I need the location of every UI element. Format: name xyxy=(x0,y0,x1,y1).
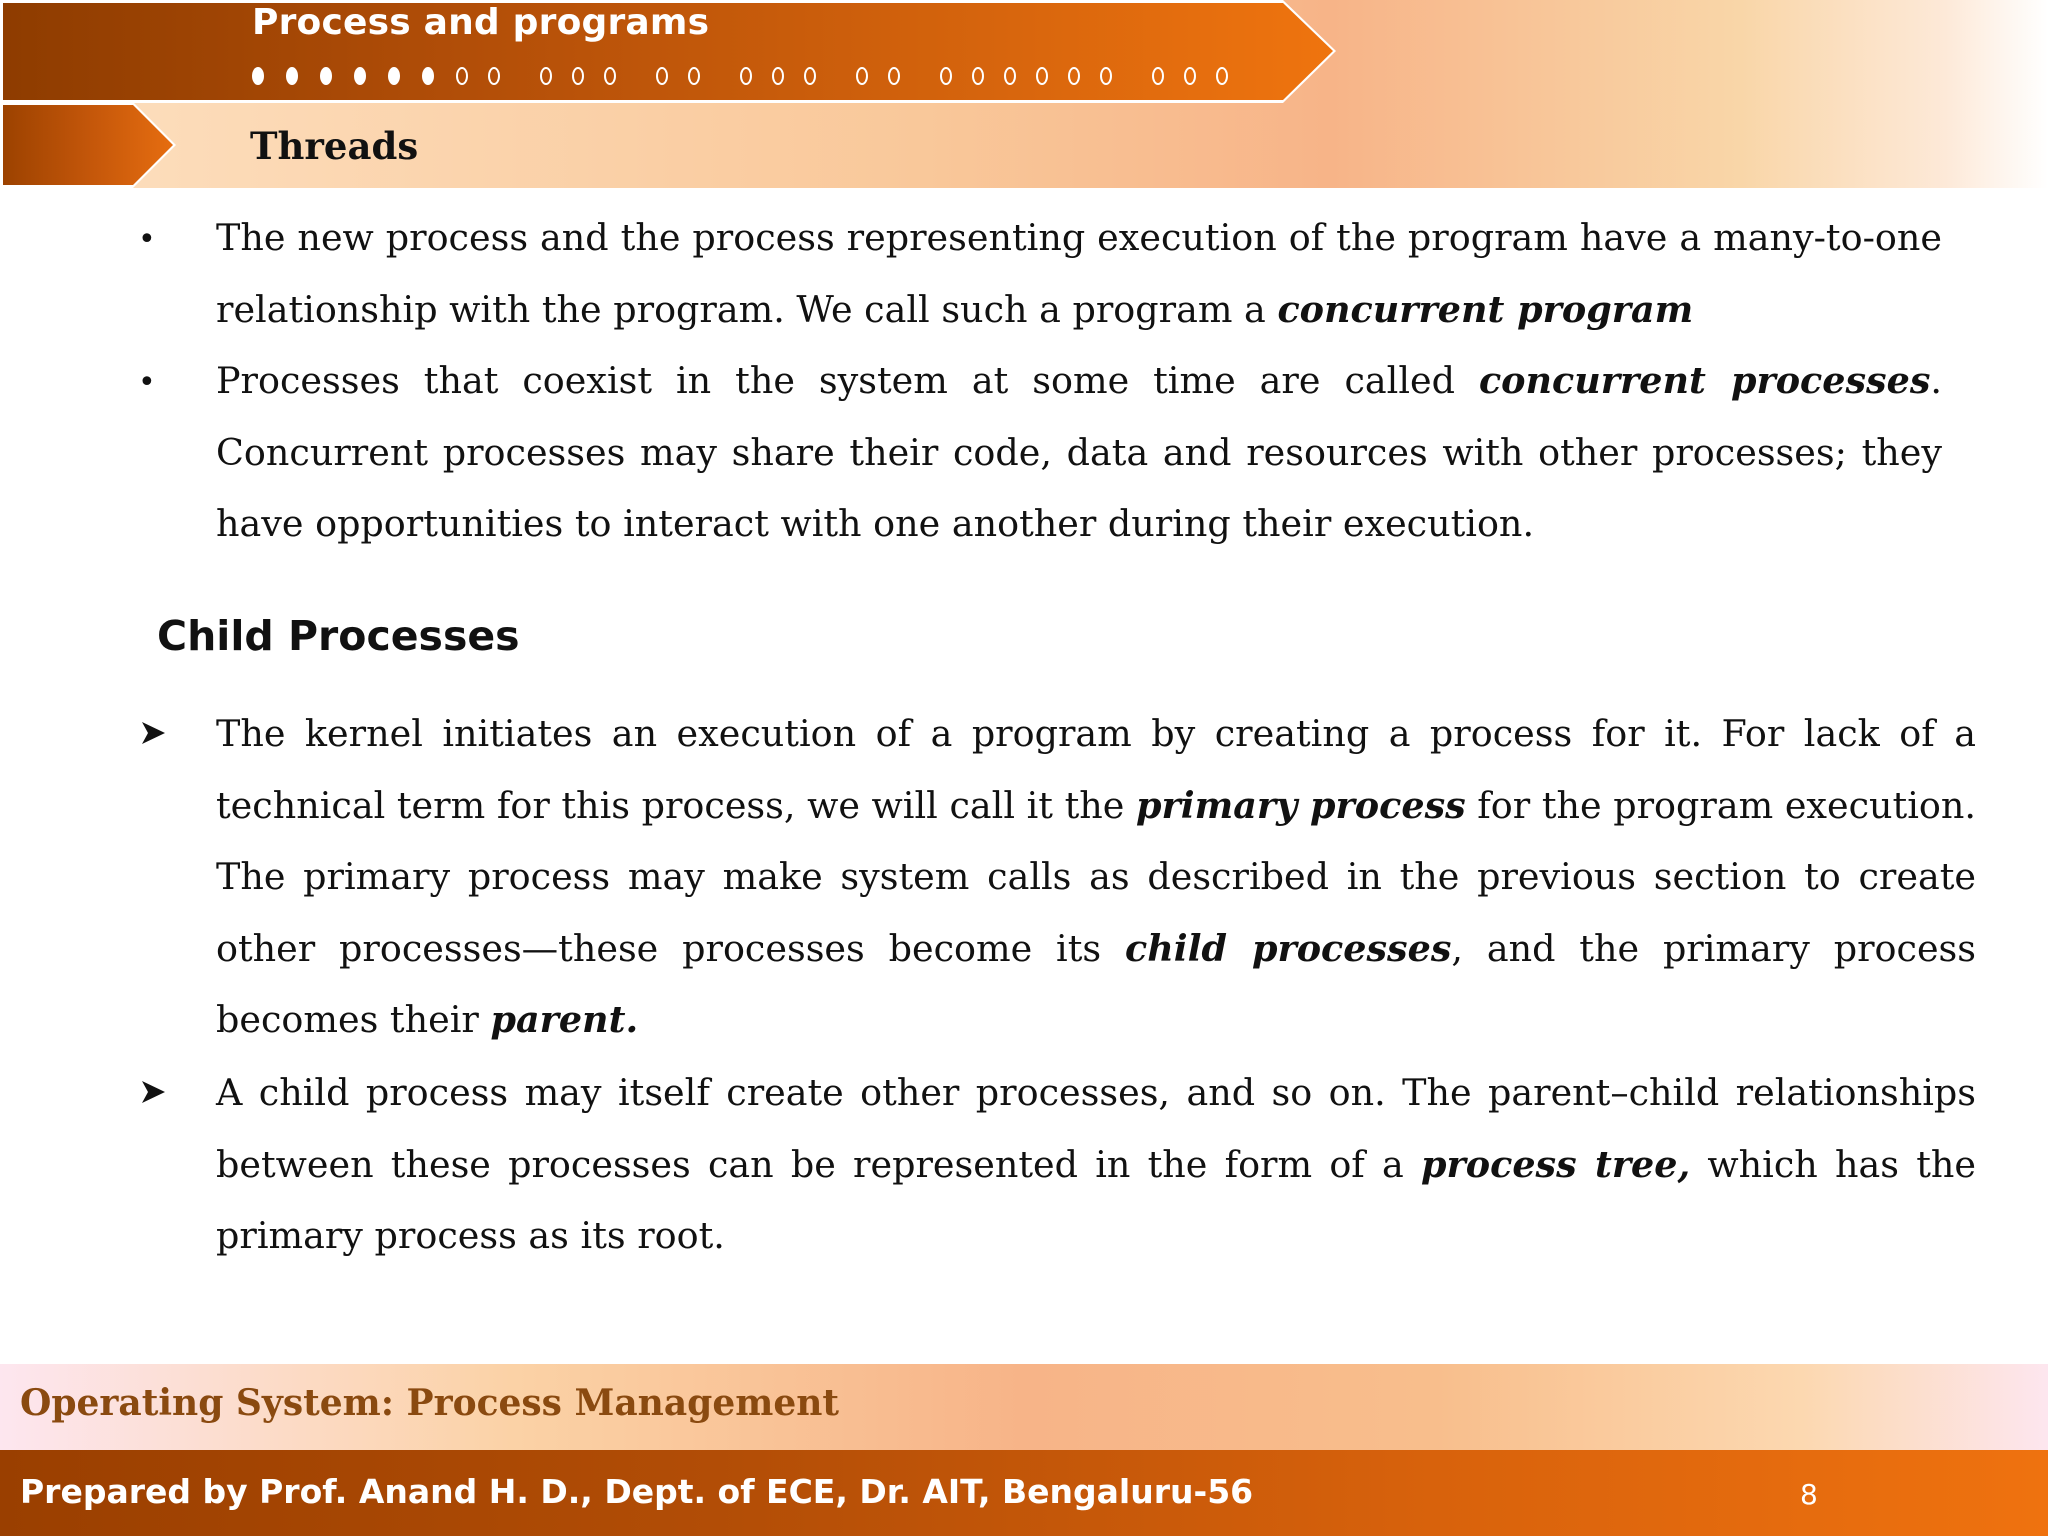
text-run: . Concurrent processes may share their code, data and resources with other processes; they have opportunities to interact with one another during their execution. xyxy=(216,359,1942,545)
text-run: A child process may itself create other processes, and so on. The parent–child relationships between these processes can be represented in the form of a xyxy=(216,1071,1976,1186)
bullet-icon: • xyxy=(138,365,156,400)
footer-subject: Operating System: Process Management xyxy=(20,1382,840,1424)
text-run: Processes that coexist in the system at some time are called xyxy=(216,359,1479,402)
emphasis-term: concurrent processes xyxy=(1478,359,1931,402)
footer-author: Prepared by Prof. Anand H. D., Dept. of ECE, Dr. AIT, Bengaluru-56 xyxy=(20,1472,1254,1511)
text-run: The new process and the process representing execution of the program have a many-to-one relationship with the program. We call such a program a xyxy=(216,216,1942,331)
page-number: 8 xyxy=(1800,1478,1818,1511)
text-run: for the program execution. The primary process may make system calls as described in the previous section to create other processes—these processes become its xyxy=(216,783,1976,970)
text-run: The kernel initiates an execution of a program by creating a process for it. For lack of a technical term for this process, we will call it the xyxy=(216,712,1976,827)
text-run: , and the primary process becomes their xyxy=(216,926,1977,1041)
section-heading: Child Processes xyxy=(157,612,520,660)
emphasis-term: parent. xyxy=(490,998,639,1041)
emphasis-term: concurrent program xyxy=(1277,287,1694,331)
section-subtitle: Threads xyxy=(250,124,419,168)
emphasis-term: child processes xyxy=(1124,926,1452,970)
arrow-bullet-icon xyxy=(138,718,168,748)
arrow-bullet-item xyxy=(216,1057,1976,1272)
bullet-item xyxy=(216,202,1942,345)
arrow-bullet-icon xyxy=(138,1077,168,1107)
text-run: which has the primary process as its root. xyxy=(216,1142,1976,1257)
emphasis-term: process tree, xyxy=(1421,1142,1691,1186)
arrow-bullet-item xyxy=(216,698,1976,1056)
bullet-icon: • xyxy=(138,222,156,257)
emphasis-term: primary process xyxy=(1135,783,1466,827)
bullet-item xyxy=(216,345,1942,560)
page-title: Process and programs xyxy=(252,2,710,43)
